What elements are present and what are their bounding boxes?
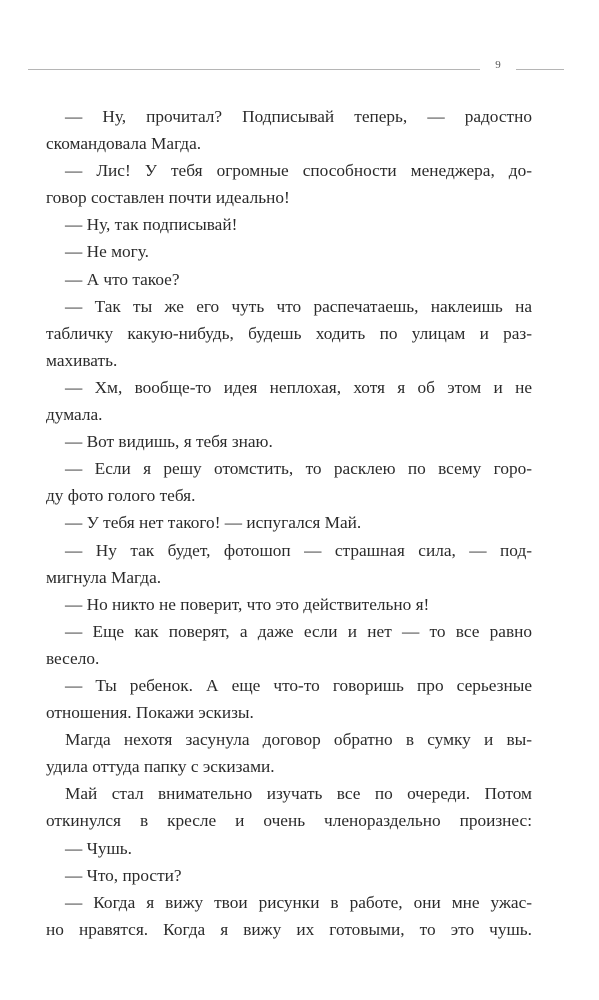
text-line: — Что, прости? [65, 865, 182, 885]
text-line: — Когда я вижу твои рисунки в работе, они мне ужас- [65, 892, 532, 912]
text-line: махивать. [46, 350, 118, 370]
text-line: — Ну так будет, фотошоп — страшная сила, — под- [65, 540, 532, 560]
text-line: говор составлен почти идеально! [46, 188, 290, 208]
text-line: Магда нехотя засунула договор обратно в сумку и вы- [65, 730, 532, 750]
header-rule-left [28, 69, 480, 70]
text-line: — Хм, вообще-то идея неплохая, хотя я об этом и не [65, 377, 532, 397]
text-line: но нравятся. Когда я вижу их готовыми, то это чушь. [46, 919, 532, 939]
text-line: — Если я решу отомстить, то расклею по всему горо- [65, 459, 532, 479]
body-text [46, 103, 532, 943]
text-line: отношения. Покажи эскизы. [46, 703, 254, 723]
text-line: — А что такое? [65, 269, 180, 289]
text-line: — Не могу. [65, 242, 149, 262]
text-line: — Еще как поверят, а даже если и нет — то все равно [65, 621, 532, 641]
text-line: — Вот видишь, я тебя знаю. [65, 432, 273, 452]
text-line: — Так ты же его чуть что распечатаешь, наклеишь на [65, 296, 532, 316]
text-line: ду фото голого тебя. [46, 486, 196, 506]
text-line: удила оттуда папку с эскизами. [46, 757, 275, 777]
text-line: — Ну, прочитал? Подписывай теперь, — радостно [65, 107, 532, 126]
text-line: скомандовала Магда. [46, 134, 202, 154]
text-line: мигнула Магда. [46, 567, 162, 587]
text-line: — Ну, так подписывай! [65, 215, 238, 235]
text-line: — Ты ребенок. А еще что-то говоришь про серьезные [65, 675, 532, 695]
text-line: — Лис! У тебя огромные способности менеджера, до- [65, 161, 532, 181]
page-number: 9 [495, 59, 501, 71]
text-line: думала. [46, 405, 103, 425]
text-line: табличку какую-нибудь, будешь ходить по улицам и раз- [46, 323, 532, 343]
text-line: откинулся в кресле и очень членораздельно произнес: [46, 811, 532, 831]
text-line: — Но никто не поверит, что это действительно я! [65, 594, 430, 614]
header-rule-right [516, 69, 564, 70]
text-line: весело. [46, 648, 100, 668]
text-line: — У тебя нет такого! — испугался Май. [65, 513, 362, 533]
text-line: — Чушь. [65, 838, 132, 858]
text-line: Май стал внимательно изучать все по очереди. Потом [65, 784, 532, 804]
